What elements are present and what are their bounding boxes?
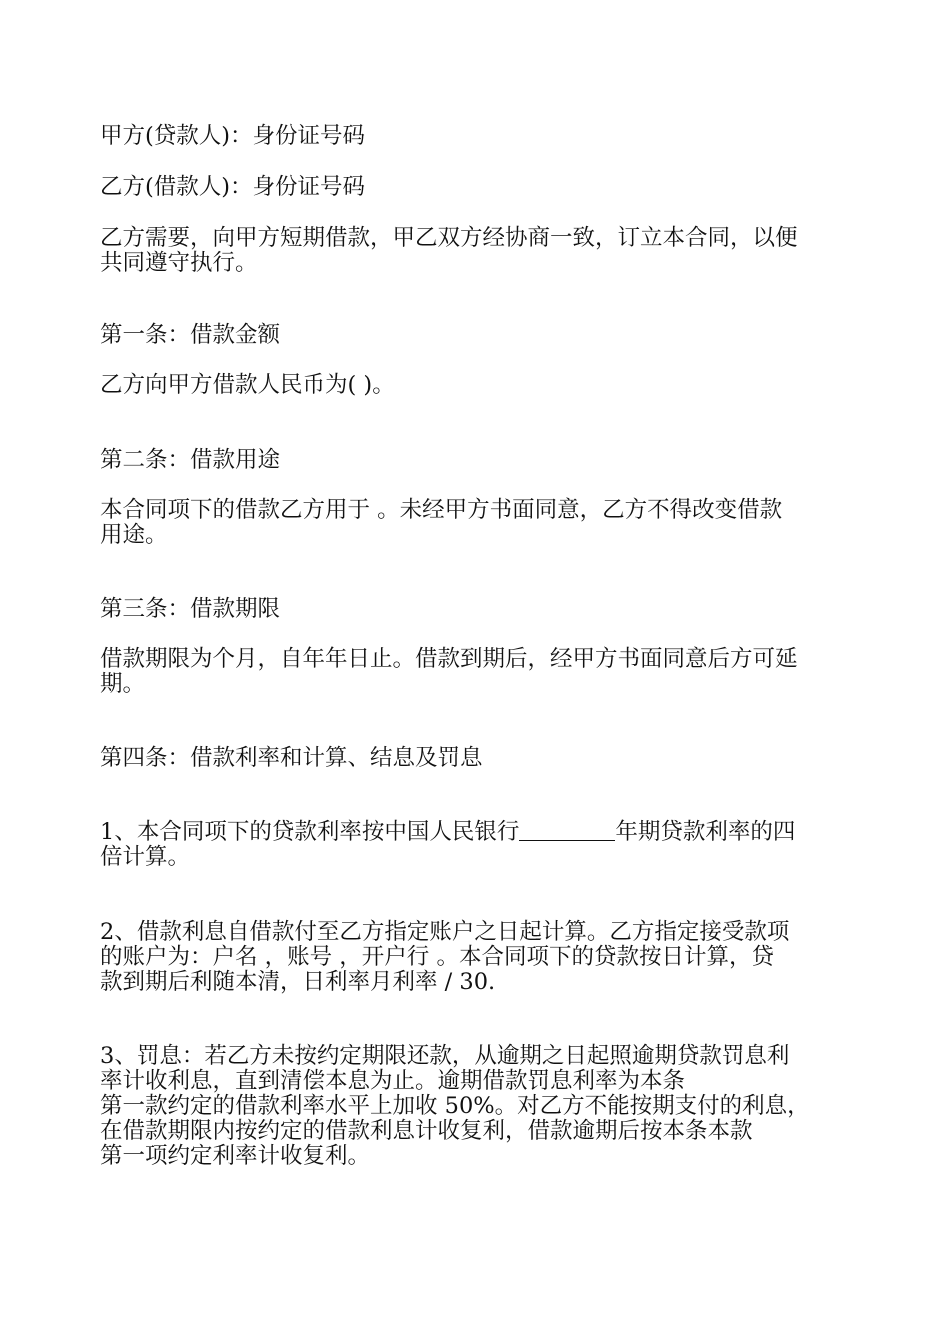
- article3-title: 第三条：借款期限: [100, 596, 281, 622]
- article3-line-2: 期。: [100, 671, 146, 697]
- clause3-line-1: 3、罚息：若乙方未按约定期限还款，从逾期之日起照逾期贷款罚息利: [100, 1043, 790, 1069]
- clause3-line-4: 在借款期限内按约定的借款利息计收复利，借款逾期后按本条本款: [100, 1118, 753, 1144]
- clause3-line-2: 率计收利息，直到清偿本息为止。逾期借款罚息利率为本条: [100, 1068, 686, 1094]
- clause3-line-5: 第一项约定利率计收复利。: [100, 1143, 371, 1169]
- article2-line-1: 本合同项下的借款乙方用于 。未经甲方书面同意，乙方不得改变借款: [100, 497, 783, 523]
- clause3-line-3: 第一款约定的借款利率水平上加收 50%。对乙方不能按期支付的利息，: [100, 1093, 810, 1119]
- article1-title: 第一条：借款金额: [100, 322, 281, 348]
- clause1-line-1: [100, 820, 860, 845]
- clause1-text-before-blank: 1、本合同项下的贷款利率按中国人民银行: [100, 819, 520, 845]
- intro-line-1: 乙方需要，向甲方短期借款，甲乙双方经协商一致，订立本合同，以便: [100, 225, 798, 251]
- intro-line-2: 共同遵守执行。: [100, 250, 258, 276]
- article2-line-2: 用途。: [100, 522, 168, 548]
- article4-title: 第四条：借款利率和计算、结息及罚息: [100, 745, 483, 771]
- fill-in-blank: [519, 822, 615, 841]
- party-b-line: 乙方(借款人)：身份证号码: [100, 174, 366, 200]
- party-a-line: 甲方(贷款人)：身份证号码: [100, 123, 366, 149]
- clause1-text-after-blank: 年期贷款利率的四: [615, 819, 796, 845]
- article3-line-1: 借款期限为个月，自年年日止。借款到期后，经甲方书面同意后方可延: [100, 646, 798, 672]
- clause2-line-3: 款到期后利随本清，日利率月利率 / 30.: [100, 969, 496, 995]
- clause1-line-2: 倍计算。: [100, 844, 191, 870]
- article2-title: 第二条：借款用途: [100, 447, 281, 473]
- article1-line-1: 乙方向甲方借款人民币为( )。: [100, 372, 395, 398]
- clause2-line-2: 的账户为：户名 ，账号 ，开户行 。本合同项下的贷款按日计算，贷: [100, 944, 774, 970]
- clause2-line-1: 2、借款利息自借款付至乙方指定账户之日起计算。乙方指定接受款项: [100, 919, 790, 945]
